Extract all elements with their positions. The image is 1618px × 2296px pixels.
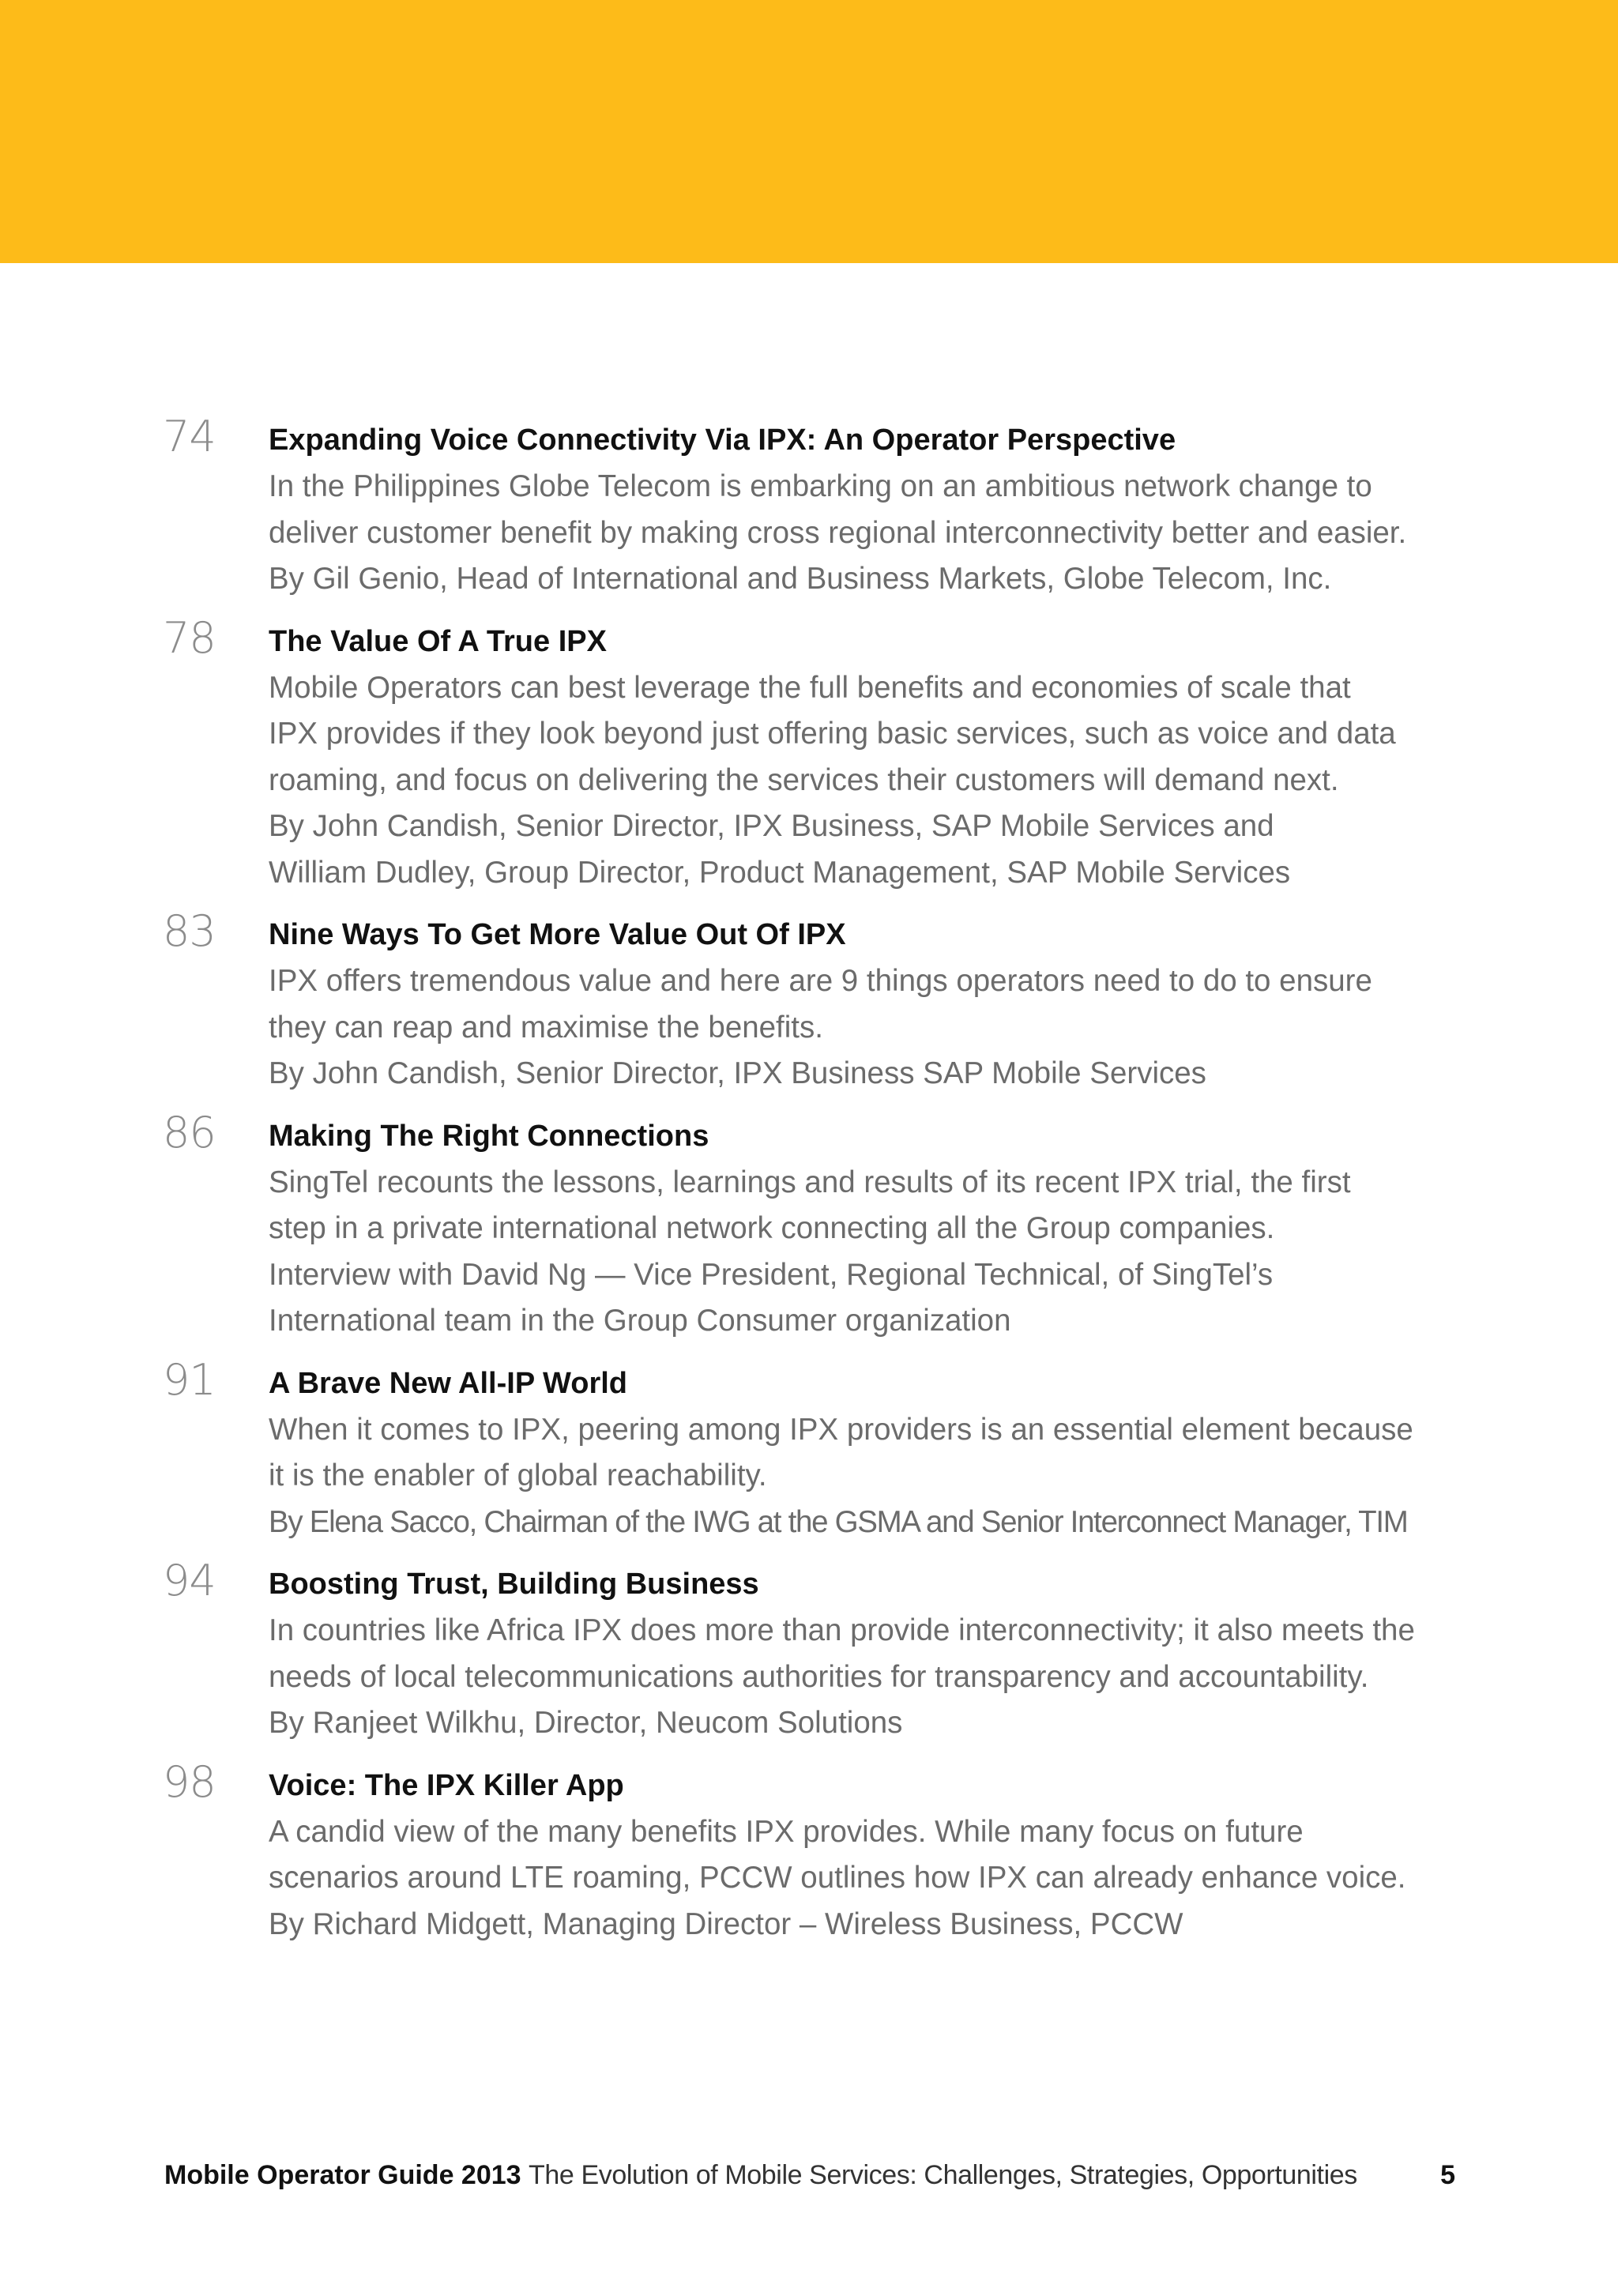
description-line: needs of local telecommunications authorities for transparency and accountability.	[269, 1659, 1369, 1694]
table-of-contents	[0, 412, 1618, 1963]
page-footer	[164, 2155, 1455, 2195]
author-line: By Richard Midgett, Managing Director – Wireless Business, PCCW	[269, 1906, 1183, 1941]
toc-entry-title[interactable]: The Value Of A True IPX	[269, 624, 607, 658]
toc-entry-title[interactable]: Expanding Voice Connectivity Via IPX: An Operator Perspective	[269, 423, 1176, 457]
author-line: Interview with David Ng — Vice President, Regional Technical, of SingTel’s	[269, 1257, 1274, 1292]
toc-entry-author	[269, 1051, 1469, 1097]
description-line: When it comes to IPX, peering among IPX providers is an essential element because	[269, 1412, 1413, 1447]
toc-entry-description	[269, 464, 1469, 556]
author-line: By John Candish, Senior Director, IPX Business, SAP Mobile Services and	[269, 809, 1274, 843]
toc-page-number: 94	[163, 1556, 216, 1605]
description-line: A candid view of the many benefits IPX provides. While many focus on future	[269, 1814, 1304, 1849]
toc-page-number: 74	[163, 412, 216, 461]
description-line: In countries like Africa IPX does more than provide interconnectivity; it also meets the	[269, 1613, 1415, 1647]
toc-entry-author	[269, 1902, 1469, 1948]
toc-entry-author	[269, 1252, 1469, 1345]
toc-entry-title[interactable]: Boosting Trust, Building Business	[269, 1568, 759, 1601]
description-line: IPX provides if they look beyond just offering basic services, such as voice and data	[269, 717, 1396, 751]
toc-entry[interactable]	[0, 906, 1618, 1097]
publication-title: Mobile Operator Guide 2013	[164, 2160, 521, 2190]
header-banner	[0, 0, 1618, 263]
description-line: In the Philippines Globe Telecom is embarking on an ambitious network change to	[269, 469, 1372, 503]
toc-page-number: 91	[163, 1354, 216, 1405]
description-line: it is the enabler of global reachability.	[269, 1459, 767, 1492]
author-line: By Ranjeet Wilkhu, Director, Neucom Solutions	[269, 1706, 903, 1740]
toc-entry-title[interactable]: Nine Ways To Get More Value Out Of IPX	[269, 918, 846, 951]
toc-entry[interactable]	[0, 412, 1618, 603]
toc-entry[interactable]	[0, 1107, 1618, 1345]
author-line: By Elena Sacco, Chairman of the IWG at the GSMA and Senior Interconnect Manager, TIM	[269, 1504, 1408, 1539]
description-line: SingTel recounts the lessons, learnings and results of its recent IPX trial, the first	[269, 1165, 1351, 1199]
toc-page-number: 78	[163, 612, 216, 663]
toc-entry[interactable]	[0, 612, 1618, 897]
toc-entry-description	[269, 665, 1469, 804]
toc-entry-author	[269, 1500, 1469, 1546]
toc-entry-title[interactable]: A Brave New All-IP World	[269, 1366, 627, 1400]
toc-entry-description	[269, 1160, 1469, 1252]
description-line: step in a private international network connecting all the Group companies.	[269, 1211, 1275, 1245]
toc-entry-title[interactable]: Voice: The IPX Killer App	[269, 1768, 624, 1802]
toc-entry[interactable]	[0, 1354, 1618, 1546]
author-line: International team in the Group Consumer organization	[269, 1304, 1011, 1338]
toc-entry[interactable]	[0, 1756, 1618, 1948]
description-line: roaming, and focus on delivering the services their customers will demand next.	[269, 762, 1339, 797]
toc-page-number: 86	[163, 1107, 216, 1157]
description-line: scenarios around LTE roaming, PCCW outlines how IPX can already enhance voice.	[269, 1861, 1406, 1895]
description-line: IPX offers tremendous value and here are 9 things operators need to do to ensure	[269, 964, 1372, 998]
page-number: 5	[1440, 2160, 1455, 2190]
toc-page-number: 83	[163, 906, 216, 956]
description-line: they can reap and maximise the benefits.	[269, 1010, 823, 1044]
author-line: By Gil Genio, Head of International and Business Markets, Globe Telecom, Inc.	[269, 562, 1332, 596]
toc-entry-description	[269, 1608, 1469, 1700]
author-line: William Dudley, Group Director, Product Management, SAP Mobile Services	[269, 855, 1291, 890]
description-line: Mobile Operators can best leverage the full benefits and economies of scale that	[269, 670, 1351, 705]
toc-entry-author	[269, 556, 1469, 603]
toc-entry-description	[269, 1809, 1469, 1902]
toc-entry-author	[269, 1700, 1469, 1747]
description-line: deliver customer benefit by making cross regional interconnectivity better and easier.	[269, 515, 1407, 550]
toc-entry-author	[269, 804, 1469, 896]
toc-entry-description	[269, 958, 1469, 1051]
toc-entry-title[interactable]: Making The Right Connections	[269, 1119, 709, 1153]
toc-entry[interactable]	[0, 1556, 1618, 1747]
toc-page-number: 98	[163, 1756, 216, 1807]
toc-entry-description	[269, 1407, 1469, 1500]
author-line: By John Candish, Senior Director, IPX Business SAP Mobile Services	[269, 1056, 1206, 1090]
publication-subtitle: The Evolution of Mobile Services: Challenges, Strategies, Opportunities	[529, 2160, 1357, 2190]
